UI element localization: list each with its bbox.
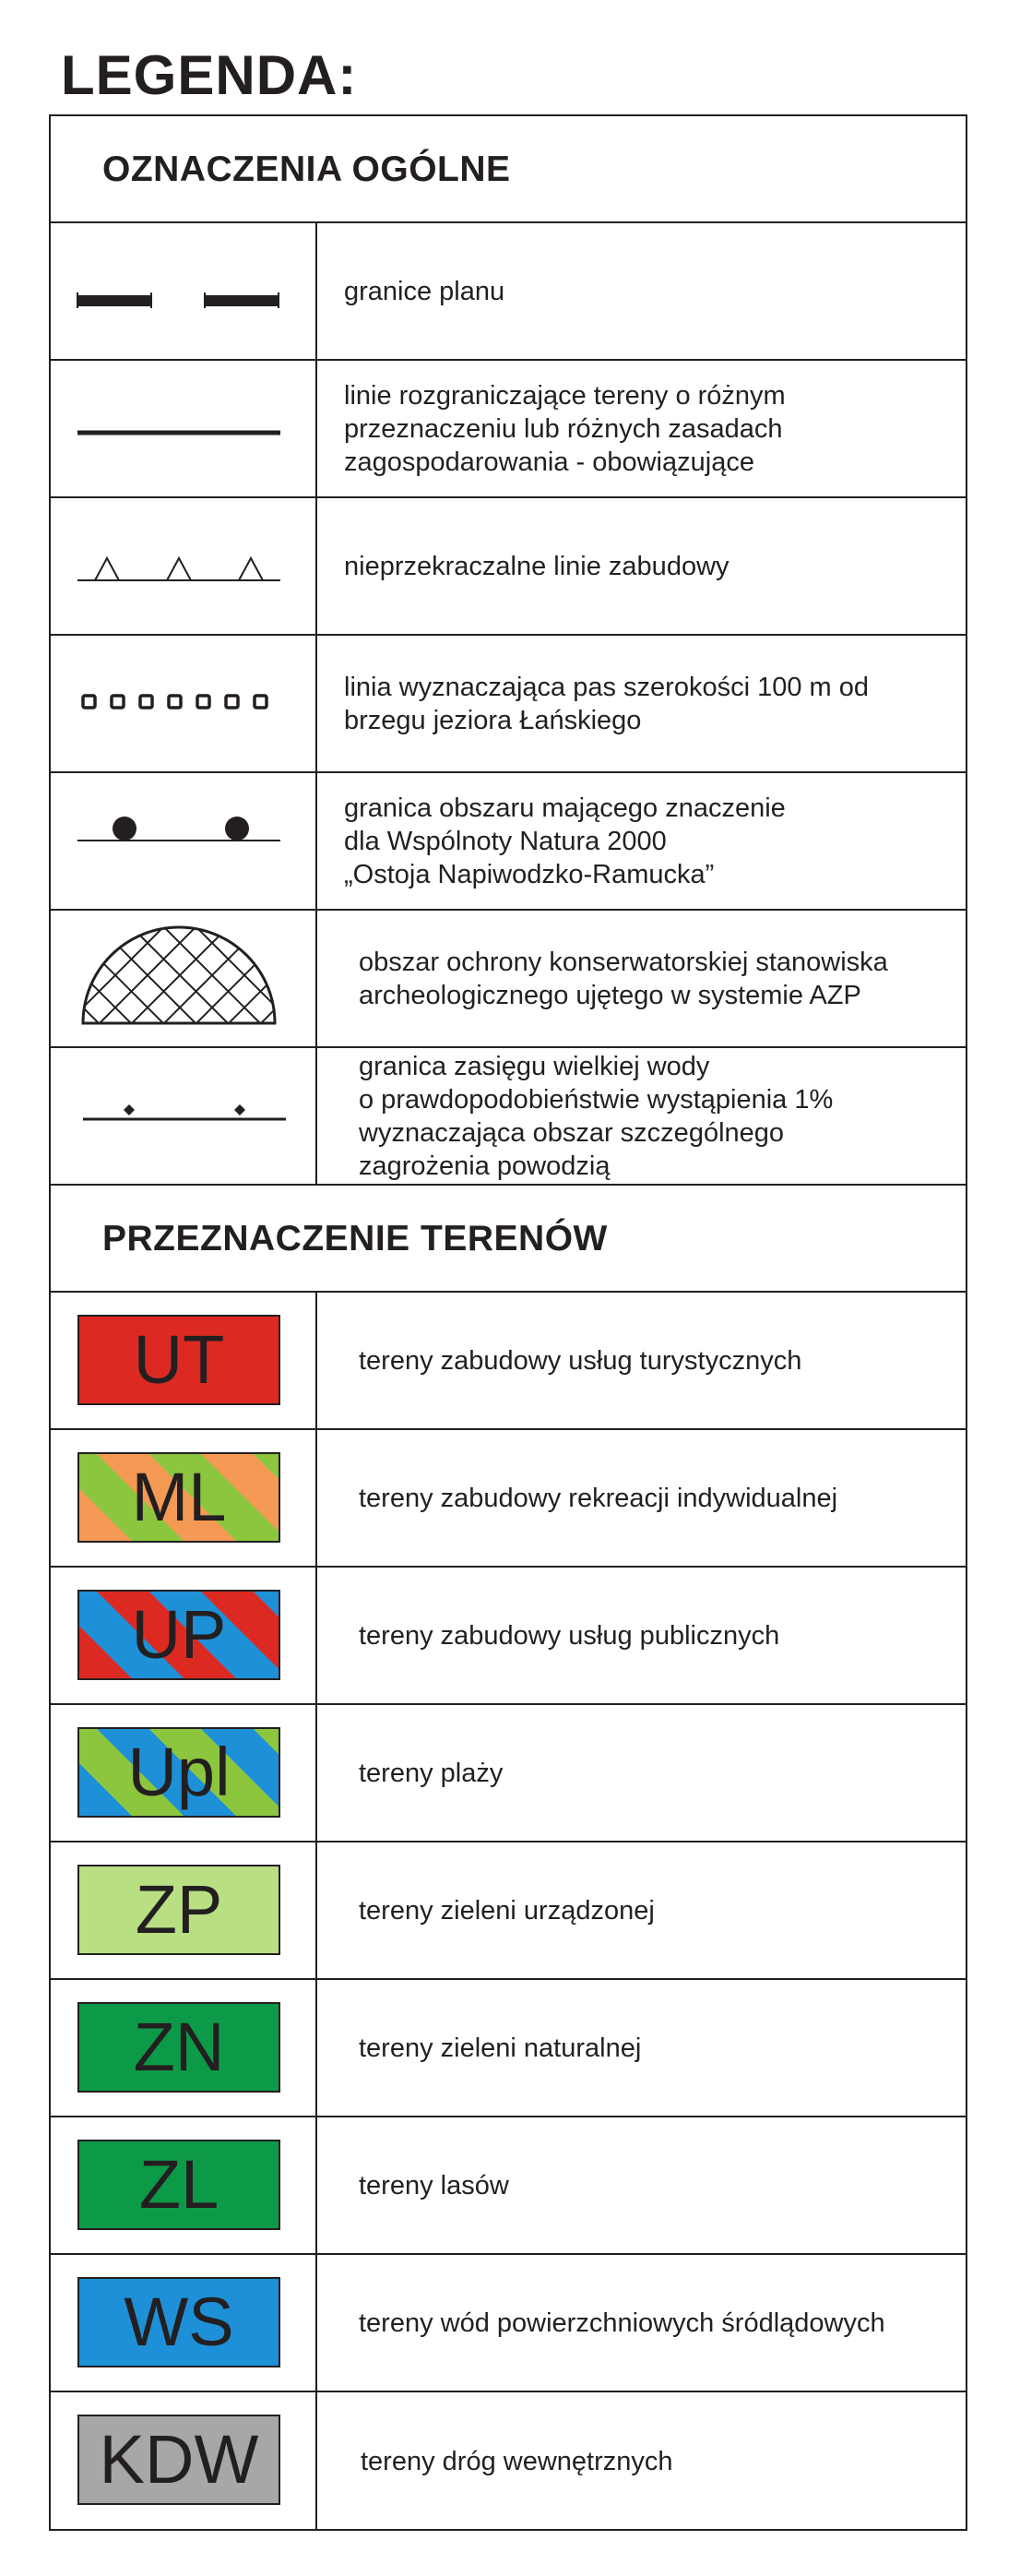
legend-row-upl	[51, 1705, 966, 1843]
legend-row-zp	[51, 1843, 966, 1980]
legend-row-up	[51, 1568, 966, 1705]
legend-row-building-lines	[51, 498, 966, 636]
hatched-semicircle-icon	[51, 911, 315, 1046]
symbol-cell	[51, 2392, 317, 2530]
upl-color-swatch	[77, 1727, 280, 1818]
zn-color-swatch	[77, 2002, 280, 2093]
legend-row-description: tereny plaży	[359, 1758, 504, 1788]
legend-row-description: tereny lasów	[359, 2170, 509, 2200]
symbol-cell	[51, 1843, 317, 1978]
section-land-use-heading: PRZEZNACZENIE TERENÓW	[102, 1219, 608, 1258]
legend-row-description: linia wyznaczająca pas szerokości 100 m od brzegu jeziora Łańskiego	[344, 672, 869, 735]
symbol-cell	[51, 223, 317, 359]
legend-row-description: granica obszaru mającego znaczenie dla Wspólnoty Natura 2000 „Ostoja Napiwodzko-Ramucka”	[344, 793, 786, 889]
zp-color-swatch	[77, 1865, 280, 1955]
ws-color-swatch	[77, 2277, 280, 2367]
legend-row-description: granica zasięgu wielkiej wody o prawdopodobieństwie wystąpienia 1% wyznaczająca obszar szczególnego zagrożenia powodzią	[359, 1051, 834, 1181]
symbol-cell	[51, 361, 317, 496]
legend-row-boundary-lines	[51, 361, 966, 498]
legend-row-description: tereny dróg wewnętrznych	[361, 2446, 673, 2476]
triangle-line-icon	[51, 498, 315, 634]
square-chain-icon	[51, 636, 315, 771]
legend-row-kdw	[51, 2392, 966, 2530]
symbol-cell	[51, 1568, 317, 1703]
zone-code-label: ZN	[133, 2009, 225, 2085]
legend-row-description: tereny wód powierzchniowych śródlądowych	[359, 2308, 885, 2338]
legend-row-lake-strip	[51, 636, 966, 773]
legend-row-description: granice planu	[344, 276, 505, 306]
legend-row-description: tereny zabudowy rekreacji indywidualnej	[359, 1483, 838, 1513]
section-general-header	[51, 116, 966, 223]
symbol-cell	[51, 2255, 317, 2391]
legend-row-zn	[51, 1980, 966, 2117]
legend-row-description: obszar ochrony konserwatorskiej stanowiska archeologicznego ujętego w systemie AZP	[359, 947, 888, 1010]
zone-code-label: KDW	[99, 2421, 259, 2498]
zone-code-label: UT	[133, 1321, 225, 1398]
kdw-color-swatch	[77, 2415, 280, 2505]
symbol-cell	[51, 1430, 317, 1566]
zone-code-label: ML	[131, 1459, 227, 1535]
legend-row-description: tereny zieleni naturalnej	[359, 2033, 642, 2063]
symbol-cell	[51, 773, 317, 909]
legend-table	[49, 114, 967, 2531]
legend-row-ut	[51, 1293, 966, 1430]
legend-row-plan-boundary	[51, 223, 966, 361]
legend-row-description: tereny zabudowy usług publicznych	[359, 1620, 780, 1651]
legend-row-description: linie rozgraniczające tereny o różnym przeznaczeniu lub różnych zasadach zagospodarowania - obowiązujące	[344, 380, 786, 477]
symbol-cell	[51, 1705, 317, 1841]
legend-row-ml	[51, 1430, 966, 1568]
ut-color-swatch	[77, 1315, 280, 1405]
symbol-cell	[51, 2117, 317, 2253]
symbol-cell	[51, 498, 317, 634]
symbol-cell	[51, 1293, 317, 1428]
dot-line-icon	[51, 773, 315, 909]
zone-code-label: ZL	[138, 2146, 219, 2223]
legend-row-natura-2000	[51, 773, 966, 911]
zone-code-label: UP	[131, 1596, 227, 1673]
legend-row-description: tereny zieleni urządzonej	[359, 1895, 655, 1926]
up-color-swatch	[77, 1590, 280, 1680]
zone-code-label: Upl	[127, 1734, 231, 1810]
symbol-cell	[51, 636, 317, 771]
legend-row-ws	[51, 2255, 966, 2392]
section-general-heading: OZNACZENIA OGÓLNE	[102, 149, 511, 189]
symbol-cell	[51, 911, 317, 1046]
diamond-line-icon	[51, 1048, 315, 1184]
zone-code-label: WS	[124, 2284, 234, 2360]
symbol-cell	[51, 1980, 317, 2116]
legend-row-description: nieprzekraczalne linie zabudowy	[344, 551, 729, 581]
legend-title: LEGENDA:	[61, 44, 358, 106]
solid-line-icon	[51, 361, 315, 496]
legend-row-zl	[51, 2117, 966, 2255]
ml-color-swatch	[77, 1452, 280, 1543]
section-land-use-header	[51, 1186, 966, 1293]
zl-color-swatch	[77, 2140, 280, 2230]
plan-boundary-dashed-line-icon	[51, 223, 315, 359]
legend-row-flood	[51, 1048, 966, 1186]
symbol-cell	[51, 1048, 317, 1184]
zone-code-label: ZP	[135, 1871, 223, 1948]
legend-row-description: tereny zabudowy usług turystycznych	[359, 1345, 802, 1376]
legend-row-archaeology	[51, 911, 966, 1048]
